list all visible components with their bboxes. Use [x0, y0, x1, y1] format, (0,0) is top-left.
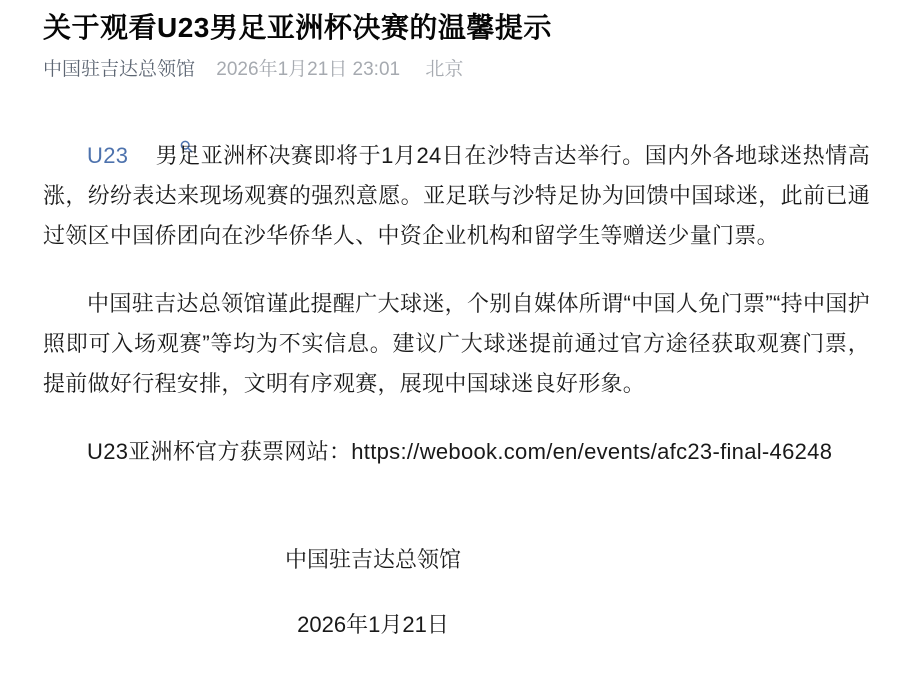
byline	[43, 58, 870, 82]
u23-entity-link[interactable]	[87, 143, 156, 168]
signature-block	[43, 540, 703, 645]
byline-datetime: 2026年1月21日 23:01	[216, 59, 401, 80]
page-title: 关于观看U23男足亚洲杯决赛的温馨提示	[43, 12, 552, 43]
article-body	[43, 126, 870, 472]
signature-name: 中国驻吉达总领馆	[284, 547, 461, 572]
ticket-site-url: https://webook.com/en/events/afc23-final-46248	[351, 439, 833, 464]
u23-entity-link-label: U23	[87, 143, 129, 168]
paragraph-1-text: 男足亚洲杯决赛即将于1月24日在沙特吉达举行。国内外各地球迷热情高涨，纷纷表达来现场观赛的强烈意愿。亚足联与沙特足协为回馈中国球迷，此前已通过领区中国侨团向在沙华侨华人、中资企业机构和留学生等赠送少量门票。	[43, 143, 870, 248]
byline-location: 北京	[425, 59, 464, 80]
paragraph-3	[43, 432, 870, 472]
ticket-site-label: U23亚洲杯官方获票网站：	[87, 439, 352, 464]
byline-source-link[interactable]: 中国驻吉达总领馆	[43, 59, 196, 80]
signature-date: 2026年1月21日	[297, 612, 449, 637]
search-icon	[136, 126, 149, 139]
paragraph-2: 中国驻吉达总领馆谨此提醒广大球迷，个别自媒体所谓“中国人免门票”“持中国护照即可入场观赛”等均为不实信息。建议广大球迷提前通过官方途径获取观赛门票，提前做好行程安排，文明有序观赛，展现中国球迷良好形象。	[43, 291, 870, 396]
paragraph-1	[43, 126, 870, 256]
